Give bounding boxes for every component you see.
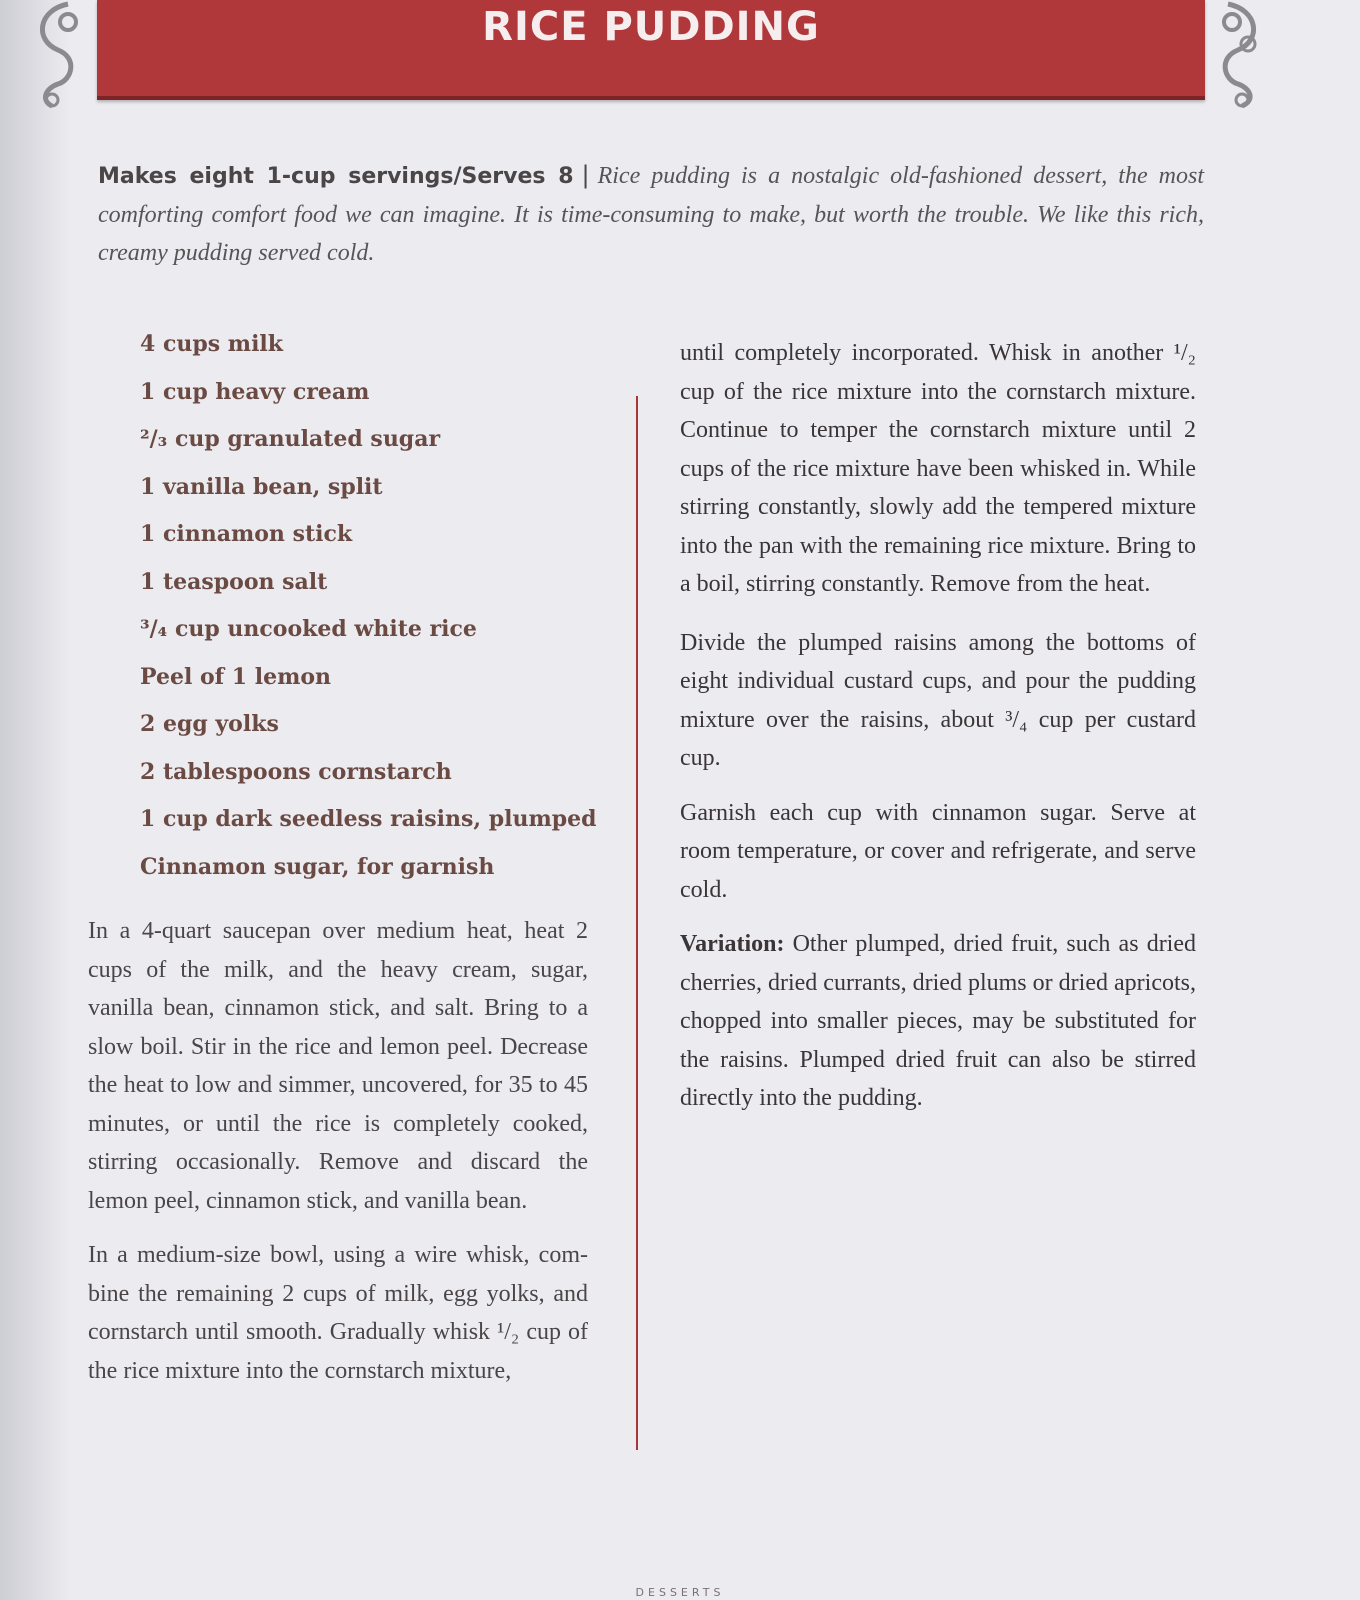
recipe-intro [98, 156, 1204, 272]
instruction-step-2-continued: until completely incorporated. Whisk in another ¹/₂ cup of the rice mixture into the cornstarch mixture. Continue to temper the cornstarch mixture until 2 cups of the rice mixture have been whisked in. While stirring constantly, slowly add the tempered mixture into the pan with the remaining rice mixture. Bring to a boil, stirring constantly. Remove from the heat. [680, 340, 1196, 597]
variation-note [680, 925, 1196, 1118]
scan-shadow [0, 0, 70, 1600]
instruction-step-1: In a 4-quart saucepan over medium heat, heat 2 cups of the milk, and the heavy cream, sugar, vanilla bean, cinnamon stick, and salt. Bring to a slow boil. Stir in the rice and lemon peel. Decrease the heat to low and simmer, uncovered, for 35 to 45 minutes, or until the rice is completely cooked, stirring occasionally. Remove and discard the lemon peel, cinnamon stick, and vanilla bean. [88, 918, 588, 1214]
ingredient-item: 1 cup dark seedless raisins, plumped [140, 806, 597, 832]
variation-label: Variation: [680, 931, 785, 957]
ingredient-item: ²/₃ cup granulated sugar [140, 426, 441, 452]
ingredient-item: 1 cup heavy cream [140, 378, 370, 405]
title-banner [97, 0, 1205, 100]
intro-separator: | [581, 161, 590, 189]
ingredient-item: 1 vanilla bean, split [140, 473, 383, 500]
instruction-step-4: Garnish each cup with cinnamon sugar. Serve at room temperature, or cover and refrigerate, and serve cold. [680, 799, 1196, 903]
ingredient-list [140, 328, 620, 898]
section-footer: DESSERTS [635, 1586, 725, 1599]
ingredient-item: 1 teaspoon salt [140, 568, 328, 595]
flourish-ornament-left [28, 0, 88, 110]
ingredient-item: Peel of 1 lemon [140, 663, 332, 690]
ingredient-item: 1 cinnamon stick [140, 521, 353, 547]
yield-text: Makes eight 1-cup servings/Serves 8 [98, 164, 574, 189]
recipe-title: RICE PUDDING [482, 4, 820, 50]
flourish-ornament-right [1212, 0, 1272, 110]
intro-description: Rice pudding is a nostalgic old-fashioned dessert, the most comforting comfort food we can imagine. It is time-consuming to make, but worth the trouble. We like this rich, creamy pudding served cold. [98, 163, 1204, 266]
instructions-right-column [680, 334, 1196, 1134]
ingredient-item: 2 tablespoons cornstarch [140, 758, 452, 785]
instruction-step-3: Divide the plumped raisins among the bottoms of eight individual custard cups, and pour the pudding mixture over the raisins, about ³/₄ cup per custard cup. [680, 629, 1196, 771]
ingredient-item: 2 egg yolks [140, 711, 279, 737]
ingredient-item: 4 cups milk [140, 331, 284, 357]
ingredient-item: Cinnamon sugar, for garnish [140, 853, 495, 880]
instructions-left-column [88, 912, 588, 1406]
column-divider [636, 396, 638, 1450]
variation-text: Other plumped, dried fruit, such as dried cherries, dried currants, dried plums or dried apricots, chopped into smaller pieces, may be substituted for the raisins. Plumped dried fruit can also be stirred directly into the pudding. [680, 931, 1196, 1111]
instruction-step-2: In a medium-size bowl, using a wire whisk, combine the remaining 2 cups of milk, egg yolks, and cornstarch until smooth. Gradually whisk ¹/₂ cup of the rice mixture into the cornstarch mixture, [88, 1242, 588, 1384]
ingredient-item: ³/₄ cup uncooked white rice [140, 616, 477, 642]
